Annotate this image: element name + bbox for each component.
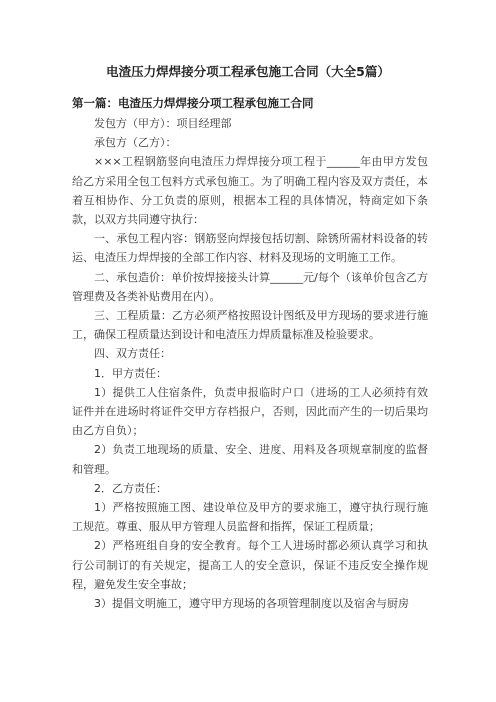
paragraph-scope: 一、承包工程内容：钢筋竖向焊接包括切割、除锈所需材料设备的转运、电渣压力焊焊接的全部工作内容、材料及现场的文明施工工作。 [72,232,428,265]
document-title: 电渣压力焊焊接分项工程承包施工合同（大全5篇） [106,64,390,79]
paragraph-party-a-heading: 1．甲方责任： [94,366,167,380]
paragraph-price: 二、承包造价：单价按焊接接头计算______元/每个（该单价包含乙方管理费及各类补贴费用在内）。 [72,270,428,303]
paragraph-contractor-b: 承包方（乙方）： [94,136,177,150]
document-body [72,114,428,613]
paragraph-party-b-heading: 2．乙方责任： [94,481,167,495]
paragraph-party-b-item-3: 3）提倡文明施工，遵守甲方现场的各项管理制度以及宿舍与厨房 [94,597,409,611]
section-title: 第一篇：电渣压力焊焊接分项工程承包施工合同 [72,96,314,110]
paragraph-responsibilities: 四、双方责任： [94,347,171,361]
paragraph-contractor-a: 发包方（甲方）：项目经理部 [94,117,232,130]
paragraph-quality: 三、工程质量：乙方必须严格按照设计图纸及甲方现场的要求进行施工，确保工程质量达到设计和电渣压力焊质量标准及检验要求。 [72,309,428,342]
paragraph-intro: ×××工程钢筋竖向电渣压力焊焊接分项工程于______年由甲方发包给乙方采用全包工包料方式承包施工。为了明确工程内容及双方责任，本着互相协作、分工负责的原则，根据本工程的具体情况，特商定如下条款，以双方共同遵守执行： [72,155,428,227]
paragraph-party-b-item-1: 1）严格按照施工图、建设单位及甲方的要求施工，遵守执行现行施工规范。尊重、服从甲方管理人员监督和指挥，保证工程质量； [72,501,428,534]
paragraph-party-a-item-2: 2）负责工地现场的质量、安全、进度、用料及各项规章制度的监督和管理。 [72,443,428,476]
paragraph-party-b-item-2: 2）严格班组自身的安全教育。每个工人进场时都必须认真学习和执行公司制订的有关规定，提高工人的安全意识，保证不违反安全操作规程，避免发生安全事故； [72,539,428,591]
paragraph-party-a-item-1: 1）提供工人住宿条件，负责申报临时户口（进场的工人必须持有效证件并在进场时将证件交甲方存档报户，否则，因此而产生的一切后果均由乙方自负）； [72,385,428,438]
